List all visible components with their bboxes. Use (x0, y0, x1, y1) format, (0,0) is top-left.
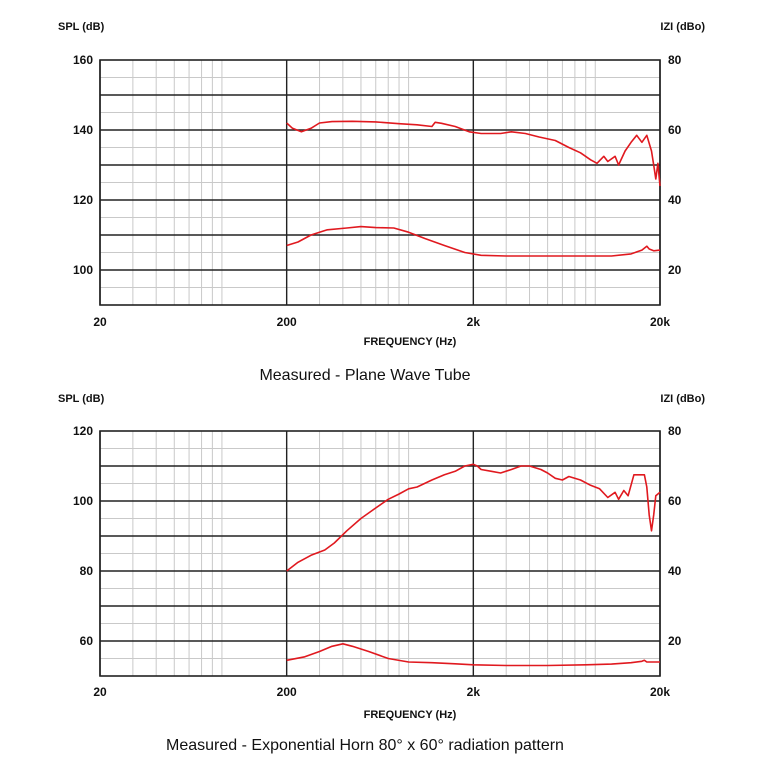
y-tick-label: 120 (72, 424, 93, 438)
y2-tick-label: 40 (668, 193, 682, 207)
grid-lines (100, 431, 660, 676)
y-tick-label: 140 (72, 123, 93, 137)
right-axis-title: IZI (dBo) (660, 393, 705, 405)
x-tick-label: 20k (649, 315, 671, 329)
chart-caption: Measured - Exponential Horn 80° x 60° radiation pattern (166, 737, 564, 754)
x-tick-label: 200 (276, 315, 297, 329)
y2-tick-label: 20 (668, 634, 682, 648)
chart-panel-1 (58, 21, 705, 384)
x-tick-label: 2k (466, 315, 481, 329)
chart-panel-2 (58, 393, 705, 754)
y2-tick-label: 80 (668, 53, 682, 67)
y-tick-label: 60 (79, 634, 93, 648)
x-tick-label: 20 (93, 315, 107, 329)
y-tick-label: 160 (72, 53, 93, 67)
y2-tick-label: 60 (668, 494, 682, 508)
y-tick-label: 100 (72, 263, 93, 277)
x-tick-label: 2k (466, 685, 481, 699)
grid-lines (100, 60, 660, 305)
x-tick-label: 20k (649, 685, 671, 699)
right-axis-title: IZI (dBo) (660, 21, 705, 33)
x-axis-title: FREQUENCY (Hz) (363, 709, 457, 721)
y2-tick-label: 20 (668, 263, 682, 277)
y2-tick-label: 80 (668, 424, 682, 438)
y-tick-label: 120 (72, 193, 93, 207)
y2-tick-label: 40 (668, 564, 682, 578)
chart-caption: Measured - Plane Wave Tube (259, 367, 471, 384)
y-tick-label: 100 (72, 494, 93, 508)
left-axis-title: SPL (dB) (58, 393, 105, 405)
x-tick-label: 200 (276, 685, 297, 699)
x-tick-label: 20 (93, 685, 107, 699)
y-tick-label: 80 (79, 564, 93, 578)
y2-tick-label: 60 (668, 123, 682, 137)
x-axis-title: FREQUENCY (Hz) (363, 336, 457, 348)
left-axis-title: SPL (dB) (58, 21, 105, 33)
